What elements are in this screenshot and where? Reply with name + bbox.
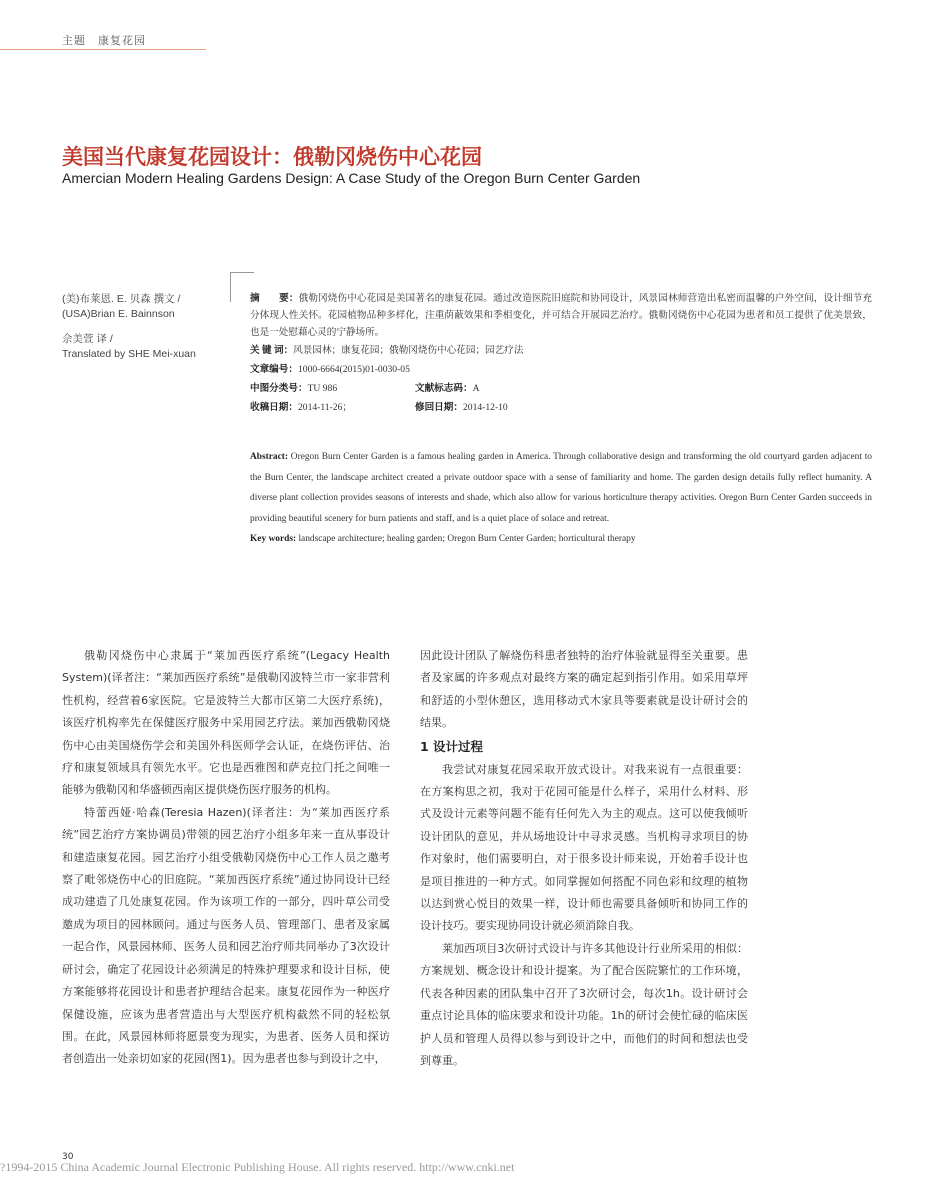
article-number-label: 文章编号： bbox=[250, 364, 298, 375]
body-column-left bbox=[62, 645, 390, 1071]
keywords-zh-label: 关 键 词： bbox=[250, 345, 294, 356]
abstract-zh bbox=[250, 290, 872, 341]
abstract-frame-horizontal bbox=[230, 272, 254, 273]
abstract-en-text: Oregon Burn Center Garden is a famous healing garden in America. Through collaborative design and transforming the old courtyard garden adjacent to the Burn Center, the landscape architect created a private outdoor space with a sense of familiarity and home. The garden design details fully reflect humanity. A diverse plant collection provides seasons of interests and shade, which also allow for various horticulture therapy activities. Oregon Burn Center Garden succeeds in providing beautiful scenery for burn patients and staff, and is a quiet place of solace and retreat. bbox=[250, 452, 872, 524]
article-title-zh: 美国当代康复花园设计：俄勒冈烧伤中心花园 bbox=[62, 145, 482, 169]
abstract-frame-vertical bbox=[230, 272, 231, 302]
section-heading: 1 设计过程 bbox=[420, 738, 484, 754]
revised-date: 2014-12-10 bbox=[462, 402, 508, 413]
keywords-en-label: Key words: bbox=[250, 534, 297, 544]
keywords-en-text: landscape architecture; healing garden; Oregon Burn Center Garden; horticultural therapy bbox=[296, 534, 636, 544]
body-paragraph-continuation: 因此设计团队了解烧伤科患者独特的治疗体验就显得至关重要。患者及家属的许多观点对最终方案的确定起到指引作用。如采用草坪和舒适的小型休憩区，选用移动式木家具等要素就是设计研讨会的结果。 bbox=[420, 649, 748, 730]
article-title-en: Amercian Modern Healing Gardens Design: A Case Study of the Oregon Burn Center Garden bbox=[62, 170, 641, 186]
abstract-en bbox=[250, 447, 872, 529]
copyright-notice: ?1994-2015 China Academic Journal Electronic Publishing House. All rights reserved. http://www.cnki.net bbox=[0, 1160, 515, 1174]
author-block bbox=[62, 292, 232, 362]
page-number: 30 bbox=[62, 1152, 74, 1162]
article-number-row bbox=[250, 360, 872, 379]
dates-row bbox=[250, 398, 872, 417]
doc-code-value: A bbox=[472, 383, 480, 394]
author-gap bbox=[62, 322, 232, 332]
received-label: 收稿日期： bbox=[250, 402, 298, 413]
revised bbox=[415, 398, 508, 417]
abstract-zh-block bbox=[250, 290, 872, 417]
keywords-zh bbox=[250, 341, 872, 360]
abstract-zh-text: 俄勒冈烧伤中心花园是美国著名的康复花园。通过改造医院旧庭院和协同设计，风景园林师营造出私密而温馨的户外空间，设计细节充分体现人性关怀。花园植物品种多样化，注重荫蔽效果和季相变化，并可结合开展园艺治疗。俄勒冈烧伤中心花园为患者和员工提供了优美景致，也是一处慰藉心灵的宁静场所。 bbox=[250, 293, 873, 338]
article-number: 1000-6664(2015)01-0030-05 bbox=[297, 364, 410, 375]
revised-label: 修回日期： bbox=[415, 402, 463, 413]
clc-value: TU 986 bbox=[307, 383, 338, 394]
header-label: 主题 康复花园 bbox=[62, 34, 146, 47]
abstract-zh-label: 摘 要： bbox=[250, 293, 299, 304]
keywords-en bbox=[250, 529, 872, 550]
abstract-en-label: Abstract: bbox=[250, 452, 289, 462]
body-paragraph: 我尝试对康复花园采取开放式设计。对我来说有一点很重要：在方案构思之初，我对于花园可能是什么样子，采用什么材料、形式及设计元素等问题不能有任何先入为主的观点。这可以使我倾听设计团队的意见，并从场地设计中寻求灵感。当机构寻求项目的协作对象时，他们需要明白，对于很多设计师来说，开始着手设计也是项目推进的一种方式。如同掌握如何搭配不同色彩和纹理的植物以达到赏心悦目的效果一样，设计师也需要具备倾听和协同工作的设计技巧。要实现协同设计就必须消除自我。 bbox=[420, 762, 748, 933]
keywords-zh-text: 风景园林；康复花园；俄勒冈烧伤中心花园；园艺疗法 bbox=[293, 345, 524, 356]
received-date: 2014-11-26； bbox=[297, 402, 352, 413]
author-zh: (美)布莱恩. E. 贝森 撰文 / bbox=[62, 293, 181, 305]
classification-row bbox=[250, 379, 872, 398]
translator-en: Translated by SHE Mei-xuan bbox=[62, 348, 196, 360]
header-rule bbox=[0, 49, 206, 50]
abstract-en-block bbox=[250, 447, 872, 550]
doc-code bbox=[415, 379, 480, 398]
doc-code-label: 文献标志码： bbox=[415, 383, 473, 394]
clc-label: 中图分类号： bbox=[250, 383, 308, 394]
body-paragraph: 特蕾西娅·哈森(Teresia Hazen)(译者注：为“莱加西医疗系统”园艺治疗方案协调员)带领的园艺治疗小组多年来一直从事设计和建造康复花园。园艺治疗小组受俄勒冈烧伤中心工作人员之邀考察了毗邻烧伤中心的旧庭院。“莱加西医疗系统”通过协同设计已经成功建造了几处康复花园。作为该项工作的一部分，四叶草公司受邀成为项目的园林顾问。通过与医务人员、管理部门、患者及家属一起合作，风景园林师、医务人员和园艺治疗师共同举办了3次设计研讨会，确定了花园设计必须满足的特殊护理要求和设计目标，使方案能够将花园设计和患者护理结合起来。康复花园作为一种医疗保健设施，应该为患者营造出与大型医疗机构截然不同的轻松氛围。在此，风景园林师将愿景变为现实，为患者、医务人员和探访者创造出一处亲切如家的花园(图1)。因为患者也参与到设计之中， bbox=[62, 805, 390, 1066]
body-paragraph: 莱加西项目3次研讨式设计与许多其他设计行业所采用的相似：方案规划、概念设计和设计提案。为了配合医院繁忙的工作环境，代表各种因素的团队集中召开了3次研讨会，每次1h。设计研讨会重点讨论具体的临床要求和设计功能。1h的研讨会使忙碌的临床医护人员和管理人员得以参与到设计之中，而他们的时间和想法也受到尊重。 bbox=[420, 941, 748, 1067]
translator-zh: 佘美萱 译 / bbox=[62, 333, 113, 345]
body-column-right bbox=[420, 645, 748, 1072]
body-paragraph: 俄勒冈烧伤中心隶属于“莱加西医疗系统”(Legacy Health System)(译者注：“莱加西医疗系统”是俄勒冈波特兰市一家非营利性机构，经营着6家医院。它是波特兰大都市区第二大医疗系统)，该医疗机构率先在保健医疗服务中采用园艺疗法。莱加西俄勒冈烧伤中心由美国烧伤学会和美国外科医师学会认证，在烧伤评估、治疗和康复领域具有领先水平。它也是西雅图和萨克拉门托之间唯一能够为俄勒冈和华盛顿西南区提供烧伤医疗服务的机构。 bbox=[62, 649, 390, 797]
author-en: (USA)Brian E. Bainnson bbox=[62, 308, 175, 320]
